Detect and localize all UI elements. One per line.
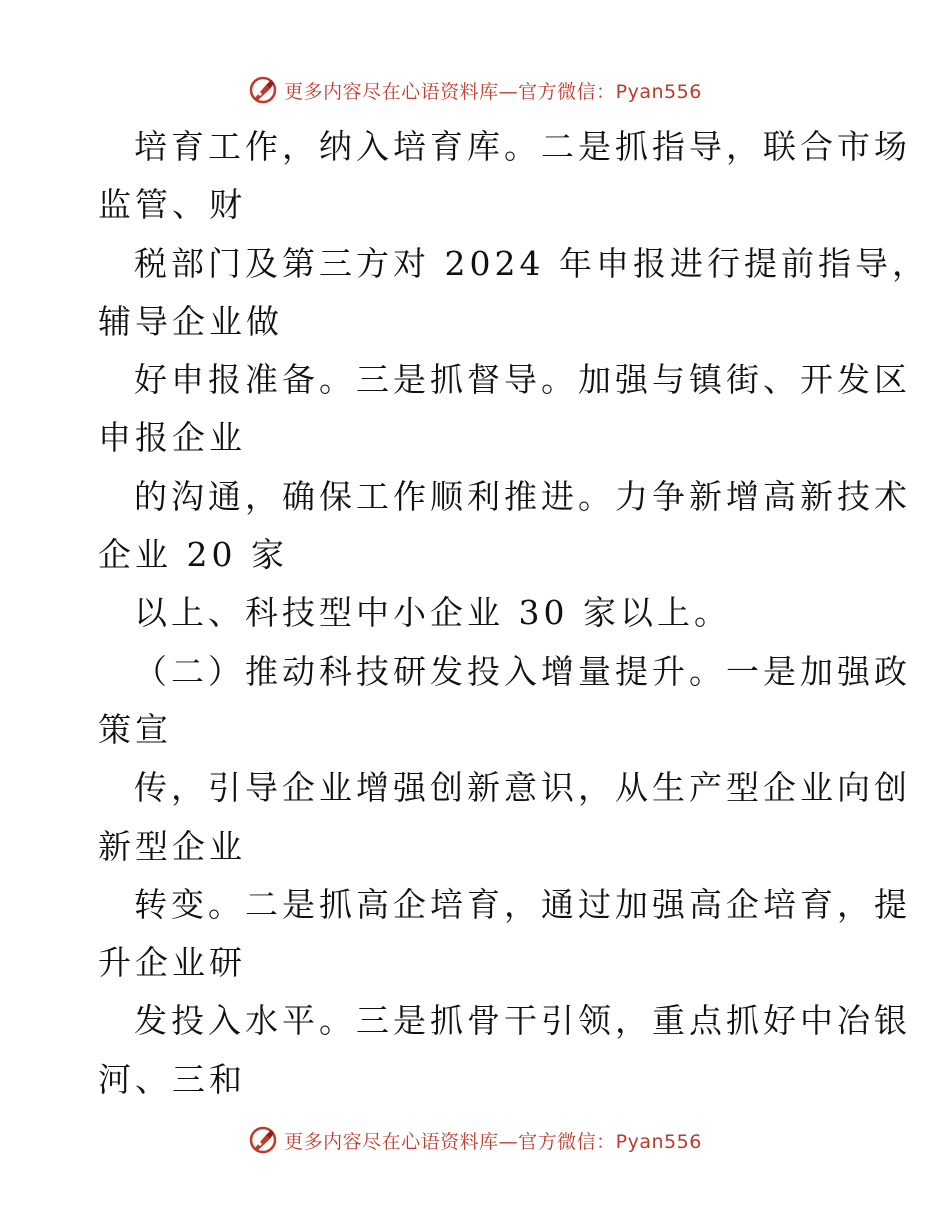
text-line: 申报企业 (98, 418, 246, 458)
text-line: 策宣 (98, 709, 172, 749)
watermark-text: 更多内容尽在心语资料库—官方微信：Pyan556 (284, 80, 702, 103)
text-line: 的沟通，确保工作顺利推进。力争新增高新技术 (134, 476, 911, 516)
header-watermark (0, 70, 950, 110)
footer-watermark (0, 1120, 950, 1160)
text-line: 河、三和 (98, 1059, 246, 1099)
text-line: 传，引导企业增强创新意识，从生产型企业向创 (134, 768, 911, 808)
text-line: （二）推动科技研发投入增量提升。一是加强政 (134, 651, 911, 691)
text-line: 发投入水平。三是抓骨干引领，重点抓好中冶银 (134, 1001, 911, 1041)
pen-nib-logo-icon (248, 75, 278, 105)
text-line: 企业 20 家 (98, 535, 288, 575)
document-body (98, 118, 929, 1109)
pen-nib-logo-icon (248, 1125, 278, 1155)
text-line: 以上、科技型中小企业 30 家以上。 (134, 593, 731, 633)
text-line: 新型企业 (98, 826, 246, 866)
text-line: 转变。二是抓高企培育，通过加强高企培育，提 (134, 884, 911, 924)
text-line: 辅导企业做 (98, 301, 283, 341)
text-line: 升企业研 (98, 943, 246, 983)
text-line: 培育工作，纳入培育库。二是抓指导，联合市场 (134, 127, 911, 166)
watermark-text: 更多内容尽在心语资料库—官方微信：Pyan556 (284, 1130, 702, 1153)
text-line: 监管、财 (98, 185, 246, 225)
text-line: 税部门及第三方对 2024 年申报进行提前指导， (134, 243, 929, 283)
text-line: 好申报准备。三是抓督导。加强与镇街、开发区 (134, 360, 911, 400)
